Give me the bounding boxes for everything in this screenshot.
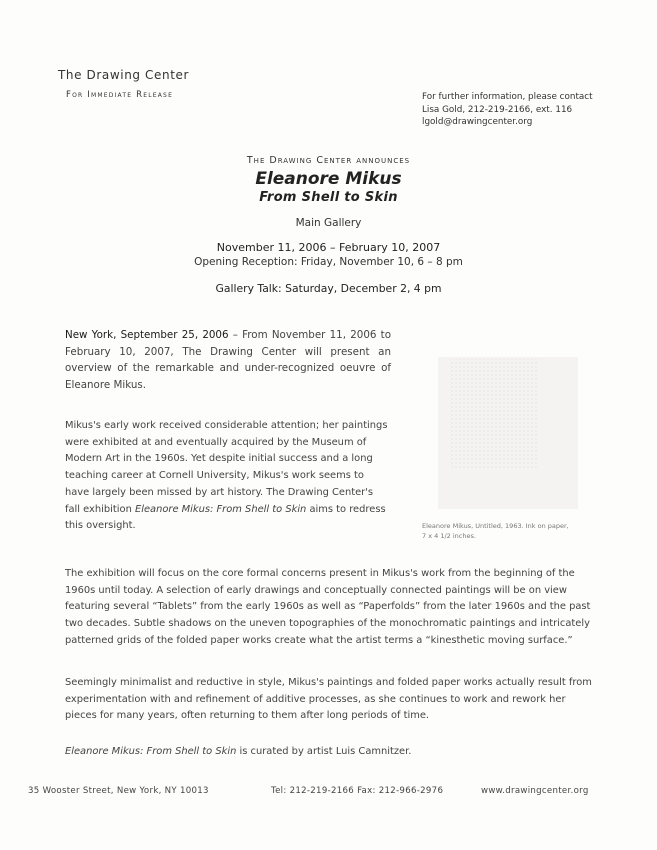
- release-label: For Immediate Release: [66, 90, 174, 100]
- exhibition-title-inline: Eleanore Mikus: From Shell to Skin: [134, 503, 307, 515]
- caption-line-2: 7 x 4 1/2 inches.: [422, 531, 476, 540]
- contact-block: [422, 91, 593, 129]
- exhibition-dates: November 11, 2006 – February 10, 2007: [216, 241, 441, 254]
- exhibition-title-inline: Eleanore Mikus: From Shell to Skin: [65, 746, 237, 757]
- contact-email[interactable]: lgold@drawingcenter.org: [422, 117, 533, 127]
- paragraph-curator: [65, 744, 593, 761]
- paragraph-style: Seemingly minimalist and reductive in style, Mikus's paintings and folded paper works actually result from experimentation with and refinement of additive processes, as she continues to work and rework her pieces for many years, often returning to them after long periods of time.: [65, 677, 592, 722]
- curator-text: is curated by artist Luis Camnitzer.: [236, 746, 412, 757]
- caption-line-1: Eleanore Mikus, Untitled, 1963. Ink on paper,: [422, 522, 569, 530]
- history-text-end: aims to redress this oversight.: [65, 503, 386, 532]
- footer-address: 35 Wooster Street, New York, NY 10013: [28, 786, 209, 796]
- artwork-image: [438, 357, 578, 509]
- gallery-talk: Gallery Talk: Saturday, December 2, 4 pm: [215, 282, 442, 295]
- paragraph-history: [65, 418, 391, 535]
- contact-line-2: Lisa Gold, 212-219-2166, ext. 116: [422, 104, 573, 115]
- opening-reception: Opening Reception: Friday, November 10, 6 – 8 pm: [194, 256, 463, 268]
- history-text: Mikus's early work received considerable attention; her paintings were exhibited at and eventually acquired by the Museum of Modern Art in the 1960s. Yet despite initial success and a long teaching career at Cornell University, Mikus's work seems to have largely been missed by art history. The Drawing Center's fall exhibition: [65, 420, 388, 515]
- dateline: New York, September 25, 2006: [65, 329, 229, 341]
- footer-phone: Tel: 212-219-2166 Fax: 212-966-2976: [271, 786, 444, 796]
- intro-text: – From November 11, 2006 to February 10, 2007, The Drawing Center will present an overview of the remarkable and under-recognized oeuvre of Eleanore Mikus.: [65, 329, 391, 392]
- paragraph-focus: The exhibition will focus on the core formal concerns present in Mikus's work from the beginning of the 1960s until today. A selection of early drawings and conceptually connected paintings will be on view featuring several “Tablets” from the early 1960s as well as “Paperfolds” from the later 1960s and the past two decades. Subtle shadows on the uneven topographies of the monochromatic paintings and intricately patterned grids of the folded paper works create what the artist terms a “kinesthetic moving surface.”: [65, 568, 591, 646]
- venue: Main Gallery: [295, 217, 362, 229]
- artwork-caption: [422, 522, 602, 541]
- paragraph-intro: [65, 327, 391, 394]
- announcement-kicker: The Drawing Center announces: [246, 155, 411, 166]
- exhibition-title: From Shell to Skin: [259, 190, 398, 205]
- artwork-grid-pattern: [438, 357, 578, 509]
- contact-line-1: For further information, please contact: [422, 92, 593, 102]
- footer-website[interactable]: www.drawingcenter.org: [481, 786, 589, 796]
- artist-title: Eleanore Mikus: [255, 169, 402, 189]
- organization-name: The Drawing Center: [58, 68, 190, 82]
